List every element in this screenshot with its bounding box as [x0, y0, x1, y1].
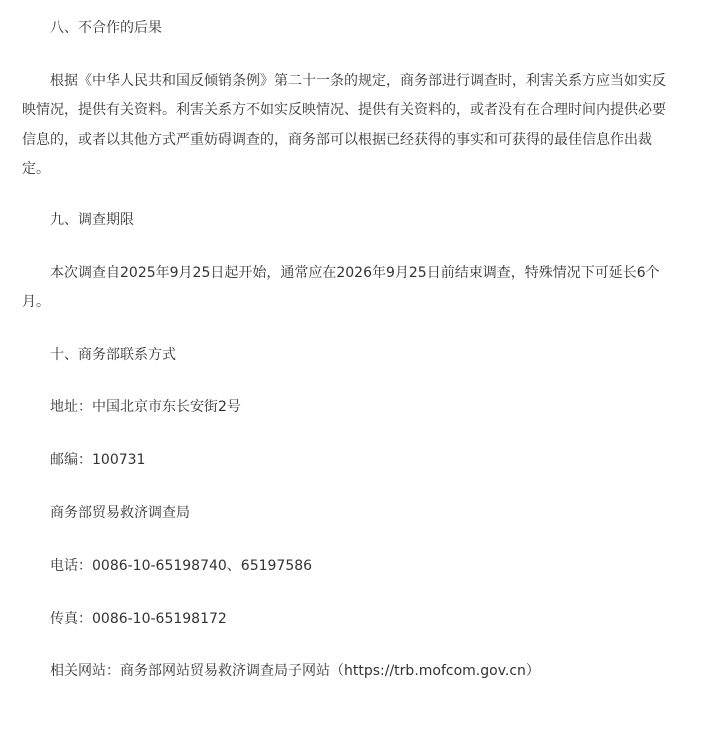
- contact-website: 相关网站：商务部网站贸易救济调查局子网站（https://trb.mofcom.gov.cn）: [50, 663, 540, 679]
- contact-fax: 传真：0086-10-65198172: [50, 611, 227, 627]
- section8-body: 根据《中华人民共和国反倾销条例》第二十一条的规定，商务部进行调查时，利害关系方应当如实反映情况，提供有关资料。利害关系方不如实反映情况、提供有关资料的，或者没有在合理时间内提供必要信息的，或者以其他方式严重妨碍调查的，商务部可以根据已经获得的事实和可获得的最佳信息作出裁定。: [22, 73, 666, 177]
- contact-address: 地址：中国北京市东长安街2号: [50, 399, 241, 415]
- section8-heading: 八、不合作的后果: [50, 20, 162, 36]
- section10-heading: 十、商务部联系方式: [50, 347, 176, 363]
- section9-body: 本次调查自2025年9月25日起开始，通常应在2026年9月25日前结束调查，特殊情况下可延长6个月。: [22, 265, 660, 311]
- contact-phone: 电话：0086-10-65198740、65197586: [50, 558, 313, 574]
- contact-bureau: 商务部贸易救济调查局: [50, 505, 190, 521]
- section9-heading: 九、调查期限: [50, 212, 134, 228]
- contact-postcode: 邮编：100731: [50, 452, 146, 468]
